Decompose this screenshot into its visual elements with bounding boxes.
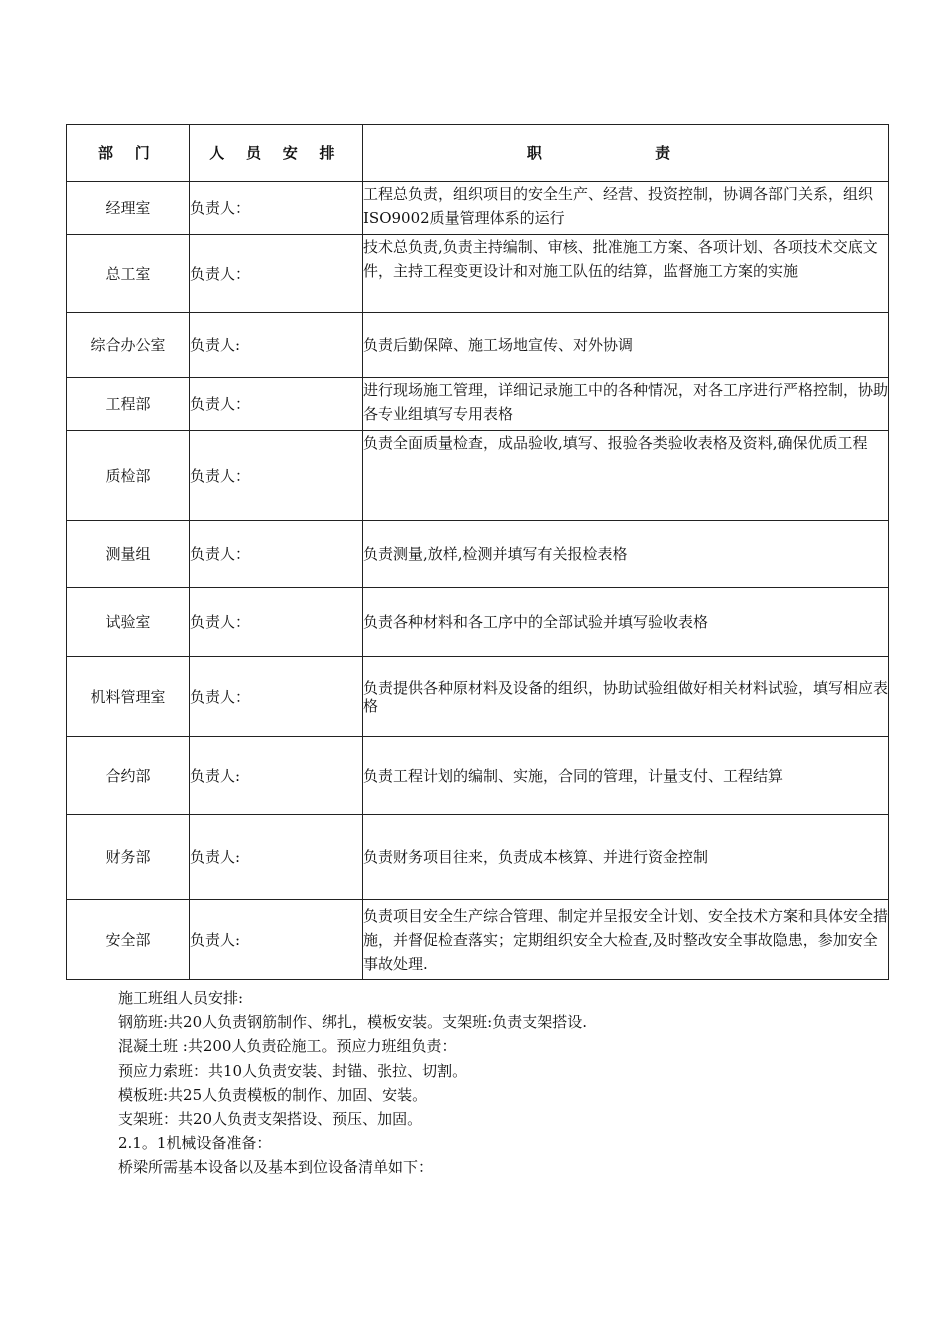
staff-cell: 负责人： <box>190 588 363 657</box>
staff-cell: 负责人: <box>190 737 363 815</box>
duty-cell: 负责后勤保障、施工场地宣传、对外协调 <box>363 313 889 378</box>
header-duty: 职 责 <box>363 125 889 182</box>
duty-cell: 工程总负责，组织项目的安全生产、经营、投资控制，协调各部门关系，组织ISO9002质量管理体系的运行 <box>363 182 889 235</box>
note-line: 混凝土班 :共200人负责砼施工。预应力班组负责： <box>118 1037 457 1056</box>
staff-cell: 负责人： <box>190 431 363 521</box>
table-header-row <box>67 125 889 182</box>
table-row <box>67 378 889 431</box>
table-row <box>67 657 889 737</box>
note-line: 桥梁所需基本设备以及基本到位设备清单如下： <box>118 1158 434 1177</box>
note-line: 模板班:共25人负责模板的制作、加固、安装。 <box>118 1085 428 1104</box>
dept-cell: 机料管理室 <box>67 657 190 737</box>
table-row <box>67 900 889 980</box>
table-row <box>67 313 889 378</box>
dept-cell: 经理室 <box>67 182 190 235</box>
dept-cell: 试验室 <box>67 588 190 657</box>
duty-cell: 负责各种材料和各工序中的全部试验并填写验收表格 <box>363 588 889 657</box>
header-staff: 人 员 安 排 <box>190 125 363 182</box>
dept-cell: 合约部 <box>67 737 190 815</box>
table-row <box>67 235 889 313</box>
staff-cell: 负责人： <box>190 235 363 313</box>
dept-cell: 综合办公室 <box>67 313 190 378</box>
table-row <box>67 182 889 235</box>
duty-cell: 进行现场施工管理，详细记录施工中的各种情况，对各工序进行严格控制，协助各专业组填写专用表格 <box>363 378 889 431</box>
note-line: 钢筋班:共20人负责钢筋制作、绑扎，模板安装。支架班:负责支架搭设. <box>118 1013 587 1032</box>
staff-cell: 负责人： <box>190 657 363 737</box>
duty-cell: 负责全面质量检查，成品验收,填写、报验各类验收表格及资料,确保优质工程 <box>363 431 889 521</box>
dept-cell: 工程部 <box>67 378 190 431</box>
table-row <box>67 815 889 900</box>
table-row <box>67 588 889 657</box>
dept-cell: 质检部 <box>67 431 190 521</box>
staff-cell: 负责人： <box>190 182 363 235</box>
dept-cell: 总工室 <box>67 235 190 313</box>
dept-cell: 安全部 <box>67 900 190 980</box>
duty-cell: 技术总负责,负责主持编制、审核、批准施工方案、各项计划、各项技术交底文件，主持工程变更设计和对施工队伍的结算，监督施工方案的实施 <box>363 235 889 313</box>
duty-cell: 负责项目安全生产综合管理、制定并呈报安全计划、安全技术方案和具体安全措施，并督促检查落实；定期组织安全大检查,及时整改安全事故隐患，参加安全事故处理. <box>363 900 889 980</box>
staff-cell: 负责人： <box>190 521 363 588</box>
dept-cell: 测量组 <box>67 521 190 588</box>
staff-cell: 负责人: <box>190 900 363 980</box>
note-line: 支架班：共20人负责支架搭设、预压、加固。 <box>118 1110 423 1129</box>
staffing-notes <box>118 986 878 1180</box>
duty-cell: 负责工程计划的编制、实施，合同的管理，计量支付、工程结算 <box>363 737 889 815</box>
staff-cell: 负责人: <box>190 313 363 378</box>
table-row <box>67 431 889 521</box>
note-line: 2.1。1机械设备准备： <box>118 1134 272 1153</box>
note-line: 预应力索班：共10人负责安装、封锚、张拉、切割。 <box>118 1061 468 1080</box>
duty-cell: 负责测量,放样,检测并填写有关报检表格 <box>363 521 889 588</box>
note-line: 施工班组人员安排: <box>118 989 244 1007</box>
table-row <box>67 737 889 815</box>
dept-cell: 财务部 <box>67 815 190 900</box>
table-row <box>67 521 889 588</box>
duty-cell: 负责提供各种原材料及设备的组织，协助试验组做好相关材料试验，填写相应表格 <box>363 657 889 737</box>
staff-cell: 负责人: <box>190 815 363 900</box>
duty-cell: 负责财务项目往来，负责成本核算、并进行资金控制 <box>363 815 889 900</box>
staff-cell: 负责人： <box>190 378 363 431</box>
department-duties-table <box>66 124 889 980</box>
header-dept: 部 门 <box>67 125 190 182</box>
